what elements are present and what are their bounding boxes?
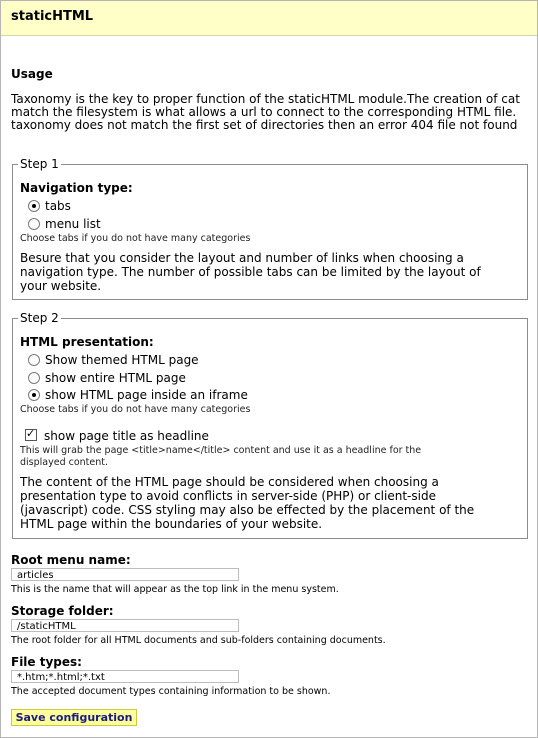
root-menu-desc: This is the name that will appear as the top link in the menu system.: [11, 584, 339, 595]
html-presentation-label: HTML presentation:: [20, 335, 154, 349]
file-types-input[interactable]: *.htm;*.html;*.txt: [11, 670, 239, 683]
navigation-type-label: Navigation type:: [20, 181, 133, 195]
headline-checkbox-row[interactable]: [25, 428, 285, 444]
step2-paragraph-line: The content of the HTML page should be considered when choosing a: [20, 475, 439, 489]
file-types-desc: The accepted document types containing information to be shown.: [11, 686, 331, 697]
step1-paragraph: [20, 251, 520, 293]
step1-paragraph-line: navigation type. The number of possible tabs can be limited by the layout of: [20, 265, 481, 279]
radio-tabs-label: tabs: [45, 199, 71, 213]
page-title: staticHTML: [11, 9, 94, 24]
radio-menu-list-label: menu list: [45, 217, 101, 231]
radio-entire-page-input[interactable]: [28, 372, 40, 384]
check-icon: ✓: [26, 427, 36, 440]
headline-desc-line: displayed content.: [20, 457, 109, 468]
headline-checkbox-label: show page title as headline: [44, 429, 209, 443]
radio-menu-list[interactable]: [28, 217, 148, 233]
usage-line: match the filesystem is what allows a url to connect to the corresponding HTML file.: [11, 105, 517, 119]
step1-legend: Step 1: [20, 157, 59, 171]
storage-folder-label: Storage folder:: [11, 604, 114, 618]
storage-folder-desc: The root folder for all HTML documents and sub-folders containing documents.: [11, 635, 386, 646]
radio-iframe-label: show HTML page inside an iframe: [45, 388, 248, 402]
headline-checkbox-desc: [20, 445, 421, 469]
headline-desc-line: This will grab the page <title>name</title> content and use it as a headline for the: [20, 445, 422, 456]
step1-hint: Choose tabs if you do not have many categories: [20, 233, 251, 244]
root-menu-input[interactable]: articles: [11, 568, 239, 581]
step2-paragraph-line: (javascript) code. CSS styling may also be effected by the placement of the: [20, 503, 475, 517]
usage-line: Taxonomy is the key to proper function of the staticHTML module.The creation of cat: [11, 92, 520, 106]
radio-entire-page-label: show entire HTML page: [45, 371, 186, 385]
storage-folder-input[interactable]: /staticHTML: [11, 619, 239, 632]
radio-iframe[interactable]: [28, 388, 288, 404]
step2-hint: Choose tabs if you do not have many categories: [20, 404, 251, 415]
step2-legend: Step 2: [20, 311, 59, 325]
step1-paragraph-line: your website.: [20, 279, 102, 293]
radio-themed-page-label: Show themed HTML page: [45, 353, 199, 367]
headline-checkbox[interactable]: [25, 429, 37, 441]
usage-line: taxonomy does not match the first set of directories then an error 404 file not found: [11, 118, 518, 132]
file-types-label: File types:: [11, 655, 82, 669]
root-menu-label: Root menu name:: [11, 553, 131, 567]
step2-paragraph-line: HTML page within the boundaries of your website.: [20, 517, 323, 531]
radio-iframe-input[interactable]: [28, 389, 40, 401]
title-bar: [1, 1, 537, 36]
save-configuration-button[interactable]: Save configuration: [11, 709, 137, 726]
usage-heading: Usage: [11, 67, 53, 81]
radio-themed-page[interactable]: [28, 353, 248, 369]
radio-tabs[interactable]: [28, 199, 148, 215]
radio-menu-list-input[interactable]: [28, 218, 40, 230]
step2-paragraph: [20, 475, 520, 531]
step1-paragraph-line: Besure that you consider the layout and number of links when choosing a: [20, 251, 464, 265]
radio-themed-page-input[interactable]: [28, 354, 40, 366]
usage-text: [11, 93, 538, 132]
radio-tabs-input[interactable]: [28, 200, 40, 212]
step2-paragraph-line: presentation type to avoid conflicts in server-side (PHP) or client-side: [20, 489, 436, 503]
radio-entire-page[interactable]: [28, 371, 248, 387]
